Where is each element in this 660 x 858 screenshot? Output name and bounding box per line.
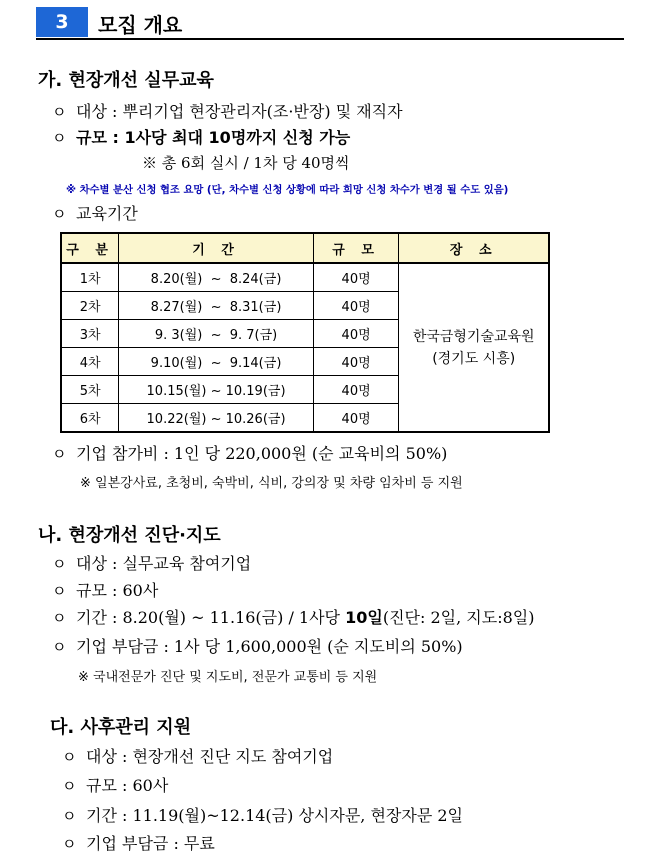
section-a-title: 가. 현장개선 실무교육 [38,70,214,91]
bullet-mark: ㅇ [52,555,67,573]
section-a-scale: ㅇ 규모 : 1사당 최대 10명까지 신청 가능 [52,128,351,147]
round-cell: 2차 [61,292,119,320]
period-cell: 10.15(월) ~ 10.19(금) [119,376,314,404]
place-name: 한국금형기술교육원 [412,328,535,345]
section-a-scale-note: ※ 총 6회 실시 / 1차 당 40명씩 [142,154,350,172]
section-c-period: ㅇ 기간 : 11.19(월)~12.14(금) 상시자문, 현장자문 2일 [62,806,463,825]
table-header-row [61,233,549,263]
header-round: 구 분 [61,233,119,263]
section-a-fee-note: ※ 일본강사료, 초청비, 숙박비, 식비, 강의장 및 차량 임차비 등 지원 [80,476,463,491]
place-cell [399,263,549,432]
section-header-title: 모집 개요 [98,13,183,37]
bullet-mark: ㅇ [62,748,77,766]
section-a-fee: ㅇ 기업 참가비 : 1인 당 220,000원 (순 교육비의 50%) [52,444,448,463]
bullet-mark: ㅇ [52,103,67,121]
section-c-target: ㅇ 대상 : 현장개선 진단 지도 참여기업 [62,747,334,766]
round-cell: 3차 [61,320,119,348]
bullet-mark: ㅇ [52,445,67,463]
section-c-scale: ㅇ 규모 : 60사 [62,776,169,795]
size-cell: 40명 [313,320,399,348]
table-row [61,263,549,292]
period-cell: 9.10(월) ~ 9.14(금) [119,348,314,376]
round-cell: 6차 [61,404,119,433]
bullet-mark: ㅇ [52,609,67,627]
round-cell: 4차 [61,348,119,376]
bullet-mark: ㅇ [52,205,67,223]
section-header [36,7,624,39]
period-cell: 8.27(월) ~ 8.31(금) [119,292,314,320]
section-c-title: 다. 사후관리 지원 [50,717,192,738]
bullet-mark: ㅇ [52,638,67,656]
size-cell: 40명 [313,263,399,292]
bullet-mark: ㅇ [62,807,77,825]
bullet-mark: ㅇ [62,835,77,853]
bullet-mark: ㅇ [52,129,67,147]
section-a-blue-note: ※ 차수별 분산 신청 협조 요망 (단, 차수별 신청 상황에 따라 희망 신청 차수가 변경 될 수도 있음) [66,184,509,196]
size-cell: 40명 [313,376,399,404]
round-cell: 1차 [61,263,119,292]
header-size: 규 모 [313,233,399,263]
bullet-mark: ㅇ [62,777,77,795]
section-a-target: ㅇ 대상 : 뿌리기업 현장관리자(조·반장) 및 재직자 [52,102,403,121]
section-b-target: ㅇ 대상 : 실무교육 참여기업 [52,554,252,573]
section-a-period-label: ㅇ 교육기간 [52,204,138,223]
period-cell: 8.20(월) ~ 8.24(금) [119,263,314,292]
section-c-fee: ㅇ 기업 부담금 : 무료 [62,834,215,853]
size-cell: 40명 [313,404,399,433]
size-cell: 40명 [313,348,399,376]
section-b-scale: ㅇ 규모 : 60사 [52,581,159,600]
schedule-table [60,232,550,433]
header-place: 장 소 [399,233,549,263]
section-b-title: 나. 현장개선 진단·지도 [38,525,221,546]
size-cell: 40명 [313,292,399,320]
header-period: 기 간 [119,233,314,263]
place-region: (경기도 시흥) [432,350,516,367]
period-cell: 10.22(월) ~ 10.26(금) [119,404,314,433]
section-number-badge: 3 [36,7,88,37]
round-cell: 5차 [61,376,119,404]
bullet-mark: ㅇ [52,582,67,600]
section-b-period: ㅇ 기간 : 8.20(월) ~ 11.16(금) / 1사당 10일(진단: 2일, 지도:8일) [52,608,535,627]
header-underline [36,38,624,40]
section-b-fee: ㅇ 기업 부담금 : 1사 당 1,600,000원 (순 지도비의 50%) [52,637,463,656]
section-b-fee-note: ※ 국내전문가 진단 및 지도비, 전문가 교통비 등 지원 [78,670,378,685]
period-cell: 9. 3(월) ~ 9. 7(금) [119,320,314,348]
